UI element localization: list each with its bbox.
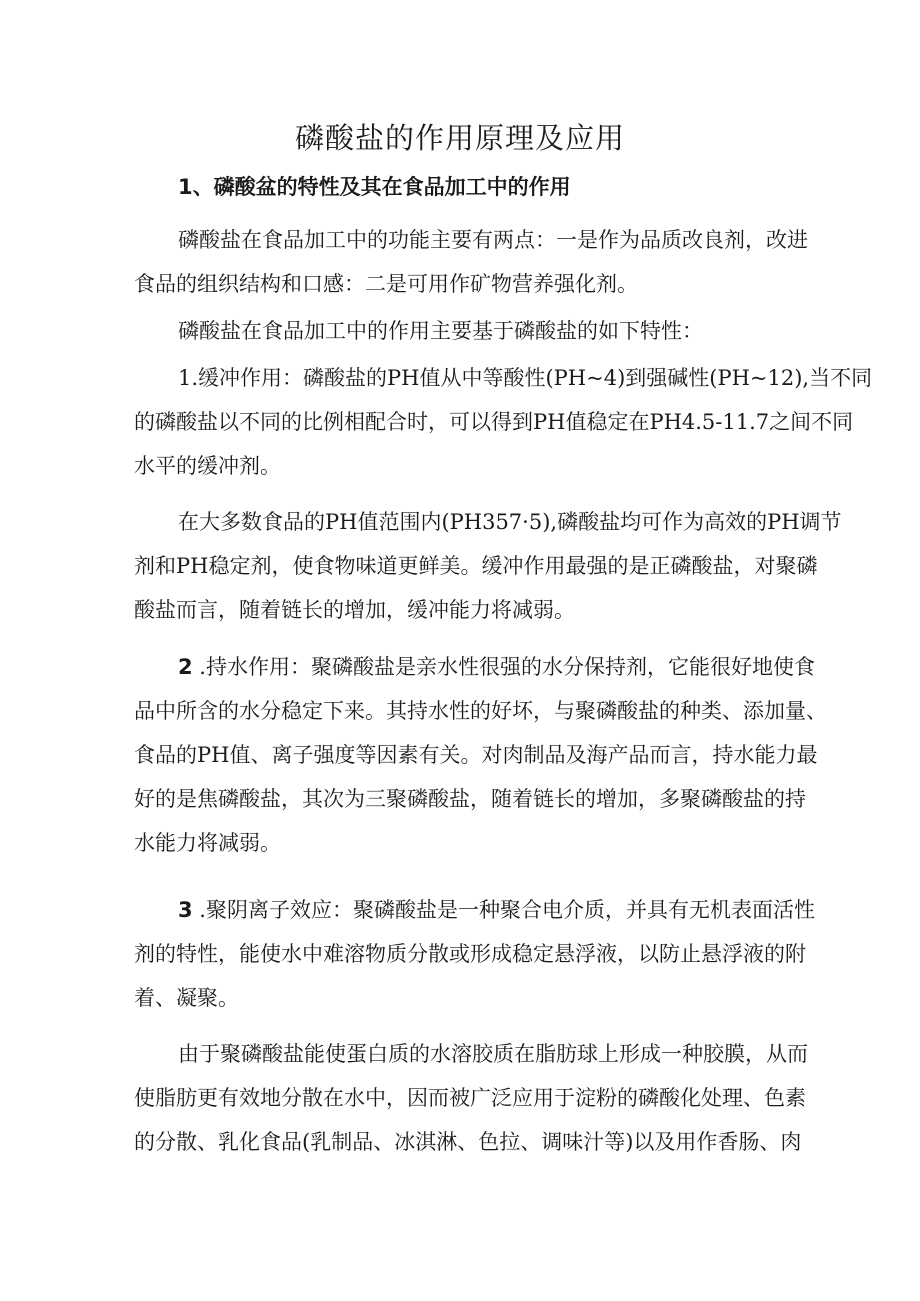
paragraph-line: 1.缓冲作用：磷酸盐的PH值从中等酸性(PH~4)到强碱性(PH~12),当不同 [178, 366, 873, 390]
paragraph-emulsification [134, 1032, 808, 1164]
paragraph-line: 的分散、乳化食品(乳制品、冰淇淋、色拉、调味汁等)以及用作香肠、肉 [134, 1130, 802, 1154]
paragraph-line: 好的是焦磷酸盐，其次为三聚磷酸盐，随着链长的增加，多聚磷酸盐的持 [134, 787, 806, 811]
paragraph-line [134, 645, 815, 689]
paragraph-line: 食品的组织结构和口感：二是可用作矿物营养强化剂。 [134, 272, 638, 296]
paragraph-text: .聚阴离子效应：聚磷酸盐是一种聚合电介质，并具有无机表面活性 [192, 898, 815, 922]
paragraph-line: 剂的特性，能使水中难溶物质分散或形成稳定悬浮液，以防止悬浮液的附 [134, 942, 806, 966]
paragraph-line: 酸盐而言，随着链长的增加，缓冲能力将减弱。 [134, 598, 575, 622]
paragraph-polyanion-effect [134, 888, 815, 1020]
item-number: 2 [178, 655, 193, 679]
paragraph-line: 磷酸盐在食品加工中的作用主要基于磷酸盐的如下特性： [178, 319, 703, 343]
paragraph-line: 磷酸盐在食品加工中的功能主要有两点：一是作为品质改良剂，改进 [178, 228, 808, 252]
paragraph-ph-range [134, 500, 842, 632]
paragraph-buffering [134, 356, 873, 488]
page-title: 磷酸盐的作用原理及应用 [294, 121, 625, 155]
paragraph-properties-intro [134, 309, 794, 353]
paragraph-line: 食品的PH值、离子强度等因素有关。对肉制品及海产品而言，持水能力最 [134, 743, 818, 767]
paragraph-line: 的磷酸盐以不同的比例相配合时，可以得到PH值稳定在PH4.5-11.7之间不同 [134, 410, 854, 434]
paragraph-text: .持水作用：聚磷酸盐是亲水性很强的水分保持剂，它能很好地使食 [192, 655, 815, 679]
paragraph-functions [134, 218, 808, 306]
paragraph-line: 剂和PH稳定剂，使食物味道更鲜美。缓冲作用最强的是正磷酸盐，对聚磷 [134, 554, 818, 578]
paragraph-line: 在大多数食品的PH值范围内(PH357·5),磷酸盐均可作为高效的PH调节 [178, 510, 842, 534]
paragraph-line: 水平的缓冲剂。 [134, 454, 281, 478]
paragraph-line: 品中所含的水分稳定下来。其持水性的好坏，与聚磷酸盐的种类、添加量、 [134, 699, 827, 723]
item-number: 3 [178, 898, 193, 922]
paragraph-line: 着、凝聚。 [134, 986, 239, 1010]
paragraph-line: 由于聚磷酸盐能使蛋白质的水溶胶质在脂肪球上形成一种胶膜，从而 [178, 1042, 808, 1066]
paragraph-line: 使脂肪更有效地分散在水中，因而被广泛应用于淀粉的磷酸化处理、色素 [134, 1086, 806, 1110]
paragraph-line [134, 888, 815, 932]
section-heading: 1、磷酸盆的特性及其在食品加工中的作用 [178, 175, 571, 199]
paragraph-line: 水能力将减弱。 [134, 831, 281, 855]
paragraph-water-retention [134, 645, 827, 865]
